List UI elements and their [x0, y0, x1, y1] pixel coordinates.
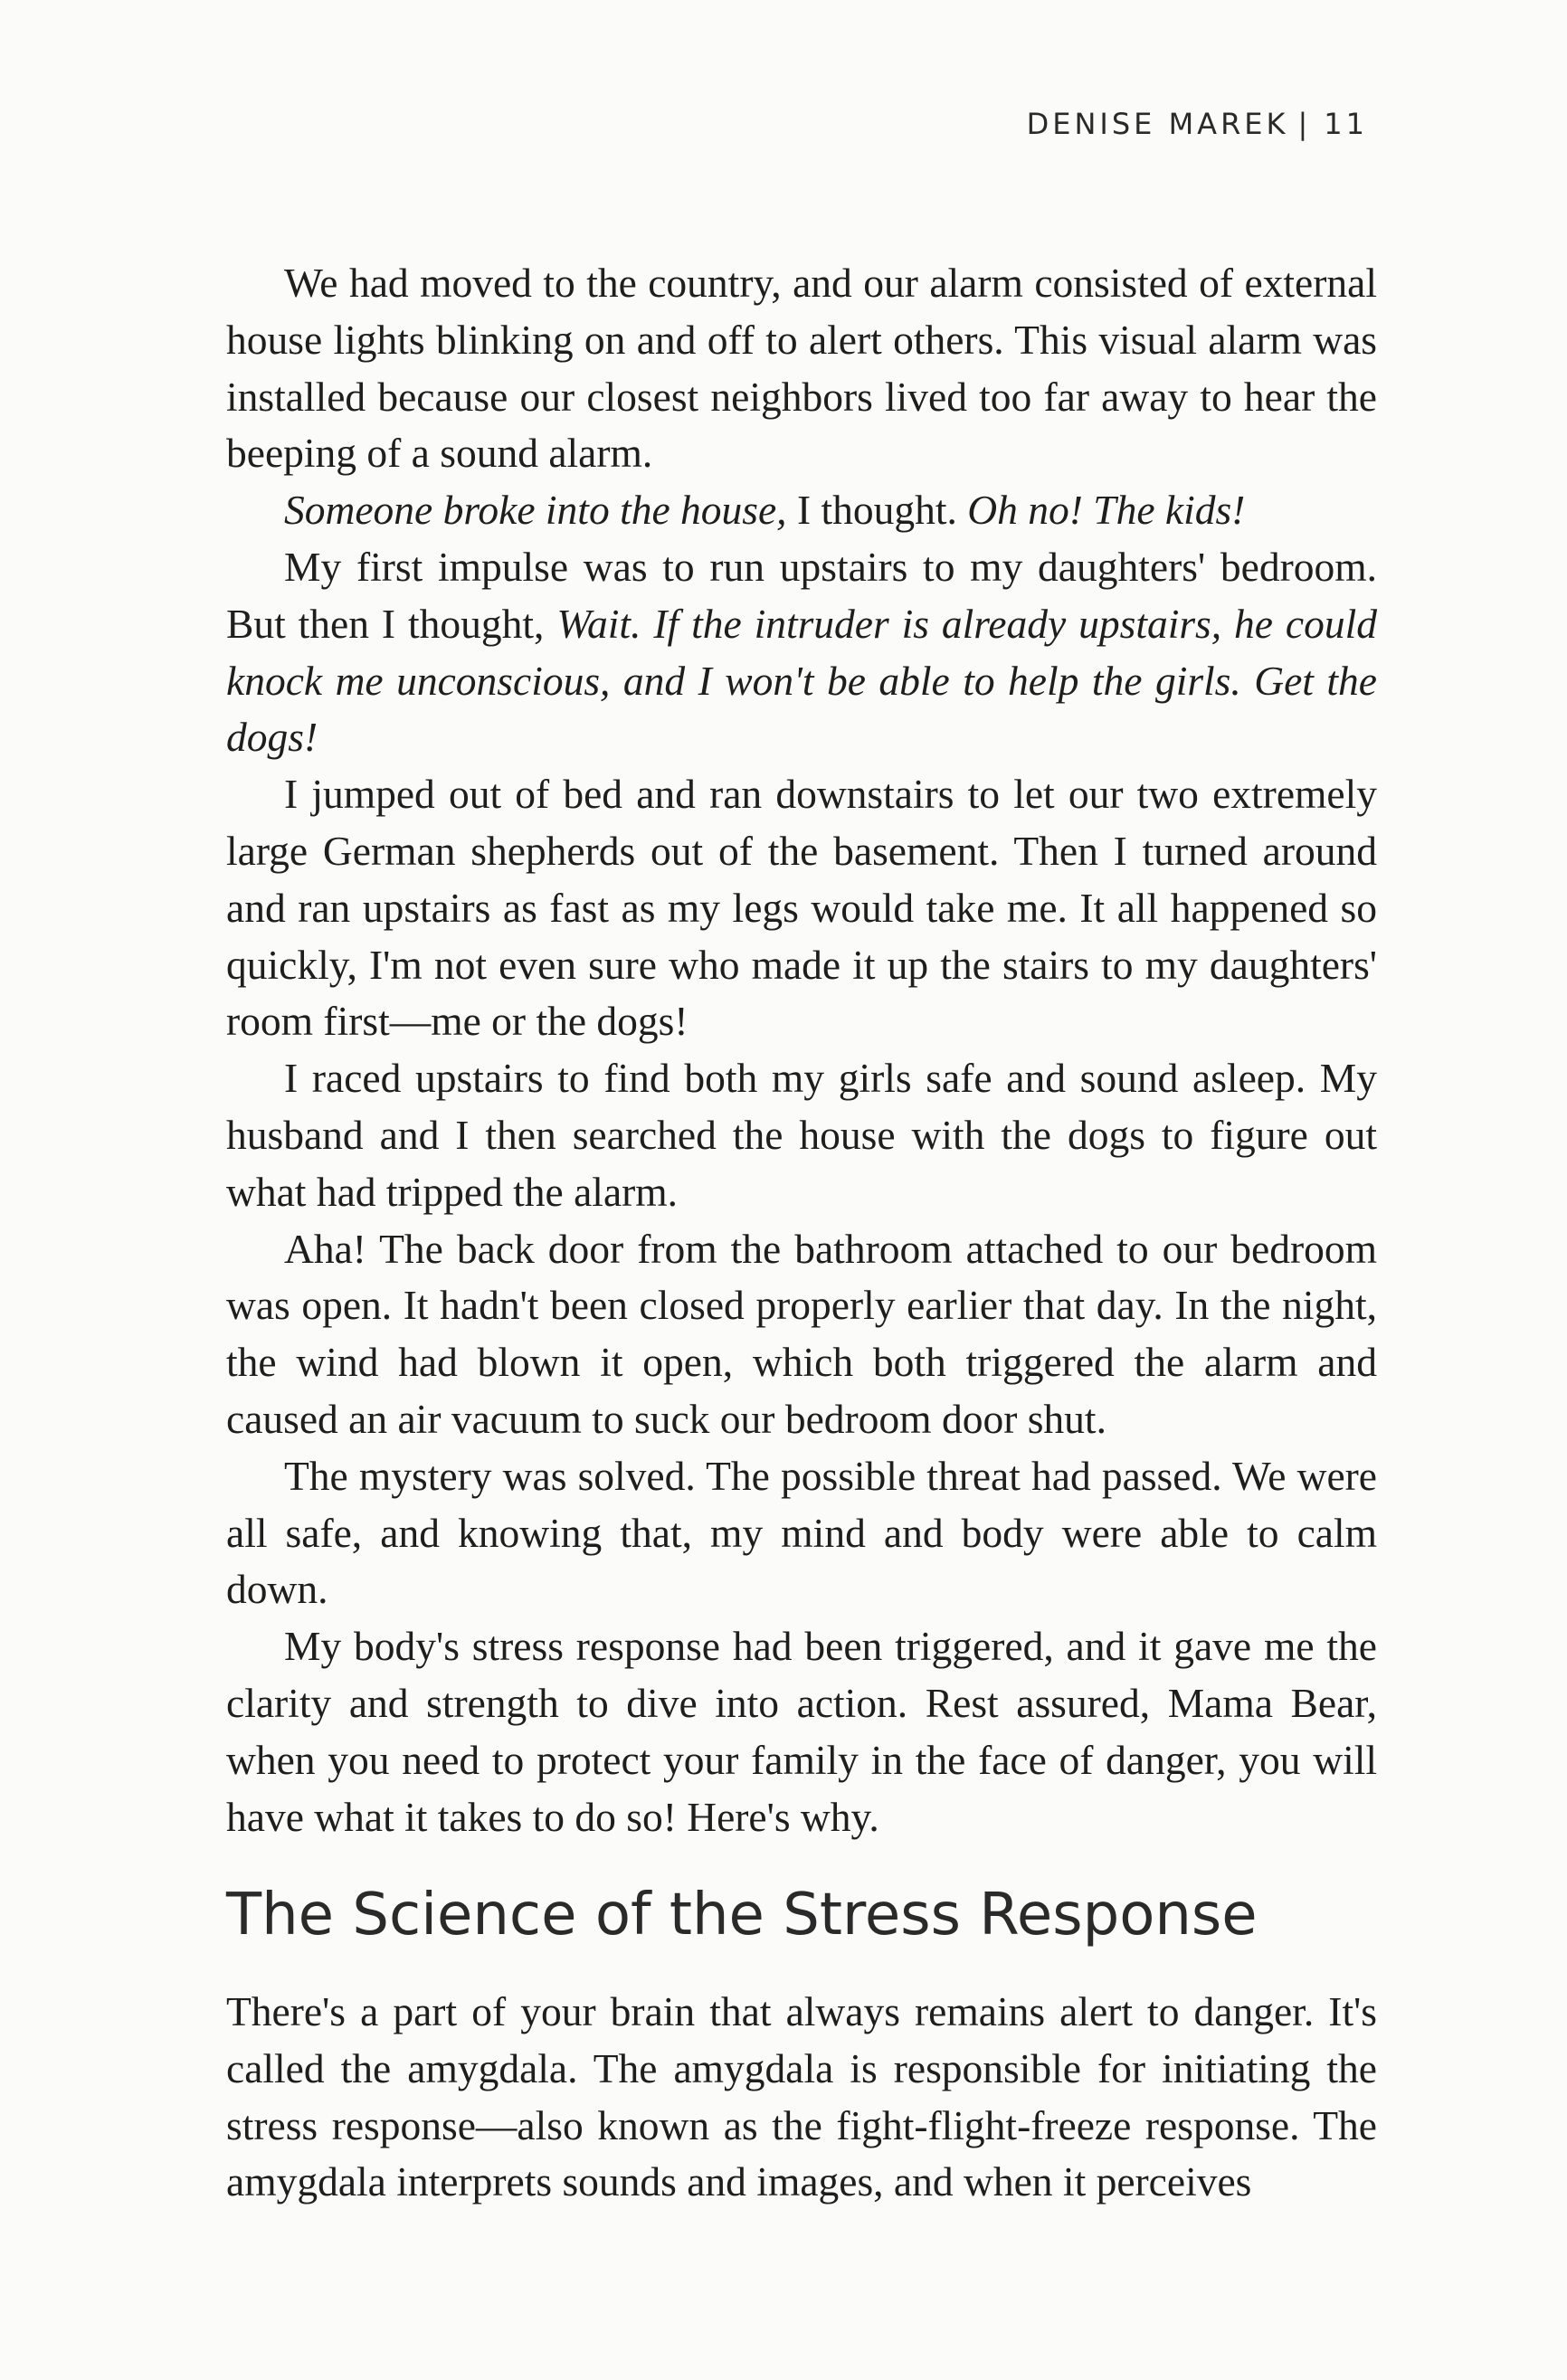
page-number: 11	[1324, 107, 1368, 141]
italic-thought: Someone broke into the house,	[284, 487, 787, 534]
paragraph: There's a part of your brain that always remains alert to danger. It's called the amygdala. The amygdala is responsible for initiating the stress response—also known as the fight-flight-freeze response. The amygdala interprets sounds and images, and when it perceives	[226, 1988, 1377, 2205]
paragraph	[226, 539, 1377, 766]
section-heading: The Science of the Stress Response	[226, 1882, 1258, 1949]
author-name: DENISE MAREK	[1026, 107, 1289, 141]
paragraph: I jumped out of bed and ran downstairs to let our two extremely large German shepherds out of the basement. Then I turned around and ran upstairs as fast as my legs would take me. It all happened so quickly, I'm not even sure who made it up the stairs to my daughters' room first—me or the dogs!	[226, 771, 1377, 1045]
paragraph: We had moved to the country, and our alarm consisted of external house lights blinking on and off to alert others. This visual alarm was installed because our closest neighbors lived too far away to hear the beeping of a sound alarm.	[226, 260, 1377, 477]
italic-thought: Wait. If the intruder is already upstairs, he could knock me unconscious, and I won't be able to help the girls. Get the dogs!	[226, 600, 1377, 761]
header-separator: |	[1297, 107, 1312, 141]
paragraph	[226, 482, 1377, 539]
running-head	[1027, 107, 1368, 141]
paragraph-text: My first impulse was to run upstairs to my daughters' bedroom. But then I thought,	[226, 543, 1377, 647]
italic-thought: Oh no! The kids!	[967, 487, 1246, 534]
paragraph: The mystery was solved. The possible threat had passed. We were all safe, and knowing that, my mind and body were able to calm down.	[226, 1452, 1377, 1613]
section-body	[226, 1984, 1377, 2211]
paragraph: My body's stress response had been triggered, and it gave me the clarity and strength to dive into action. Rest assured, Mama Bear, when you need to protect your family in the face of danger, you will have what it takes to do so! Here's why.	[226, 1623, 1377, 1840]
paragraph-text: I thought.	[786, 487, 968, 534]
story-body	[226, 255, 1377, 1845]
paragraph: I raced upstairs to find both my girls safe and sound asleep. My husband and I then searched the house with the dogs to figure out what had tripped the alarm.	[226, 1055, 1377, 1215]
paragraph: Aha! The back door from the bathroom attached to our bedroom was open. It hadn't been closed properly earlier that day. In the night, the wind had blown it open, which both triggered the alarm and caused an air vacuum to suck our bedroom door shut.	[226, 1225, 1377, 1442]
